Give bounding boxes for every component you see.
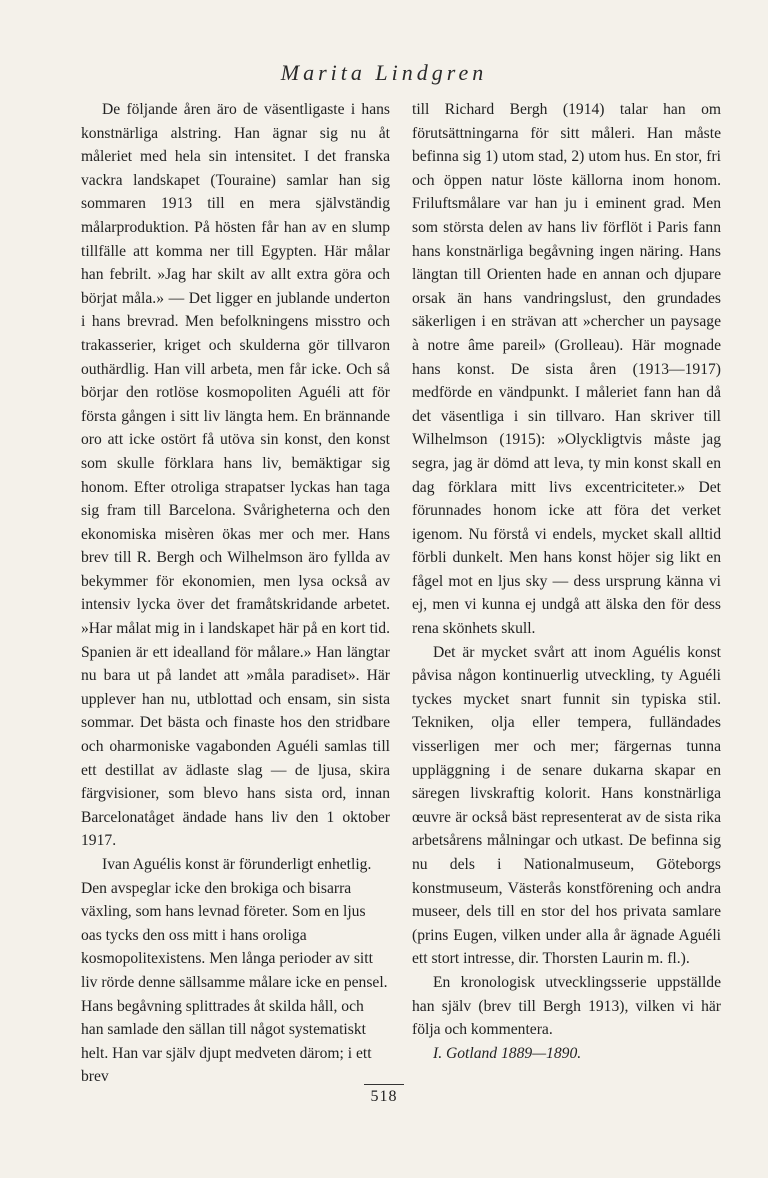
paragraph: Ivan Aguélis konst är förunderligt enhetlig. Den avspeglar icke den brokiga och bisarra växling, som hans levnad företer. Som en ljus oas tycks den oss mitt i hans oroliga kosmopolitexistens. Men långa perioder av sitt liv rörde denne sällsamme målare icke en pensel. Hans begåvning splittrades åt skilda håll, och han samlade den sällan till något systematiskt helt. Han var själv djupt medveten därom; i ett brev (81, 856, 388, 1086)
running-head: Marita Lindgren (280, 60, 488, 85)
paragraph: De följande åren äro de väsentligaste i hans konstnärliga alstring. Han ägnar sig nu åt måleriet med hela sin intensitet. I det franska vackra landskapet (Touraine) samlar han sig sommaren 1913 till en mera självständig målarproduktion. På hösten får han av en slump tillfälle att komma ner till Egypten. Här målar han febrilt. »Jag har skilt av allt extra göra och börjat måla.» — Det ligger en jublande underton i hans brevrad. Men befolkningens misstro och trakasserier, kriget och skulderna gör tillvaron outhärdlig. Han vill arbeta, men får icke. Och så börjar den rotlöse kosmopoliten Aguéli att för första gången i sitt liv längta hem. En brännande oro att icke ostört få utöva sin konst, den konst som skulle förklara hans liv, bemäktigar sig honom. Efter otroliga strapatser lyckas han taga sig fram till Barcelona. Svårigheterna och den ekonomiska misèren ökas mer och mer. Hans brev till R. Bergh och Wilhelmson äro fyllda av bekymmer för ekonomien, men lysa också av intensiv lycka över det framåtskridande arbetet. »Har målat mig in i landskapet här på en kort tid. Spanien är ett idealland för målare.» Han längtar nu bara ut på landet att »måla paradiset». Här upplever han nu, utblottad och ensam, sin sista sommar. Det bästa och finaste hos den stridbare och oharmoniske vagabonden Aguéli samlas till ett destillat av ädlaste slag — de ljusa, skira färgvisioner, som blevo hans sista ord, innan Barcelonatåget ändade hans liv den 1 oktober 1917. (81, 101, 390, 850)
paragraph: Det är mycket svårt att inom Aguélis konst påvisa någon kontinuerlig utveckling, ty Aguéli tyckes mycket snart funnit sin typiska stil. Tekniken, olja eller tempera, fulländades visserligen mer och mer; färgernas tunna uppläggning i de senare dukarna skapar en säregen livskraftig kolorit. Hans konstnärliga œuvre är också bäst representerat av de sista rika arbetsårens målningar och utkast. De befinna sig nu dels i Nationalmuseum, Göteborgs konstmuseum, Västerås konstförening och andra museer, dels till en stor del hos privata samlare (prins Eugen, vilken under alla år ägnade Aguéli ett stort intresse, dir. Thorsten Laurin m. fl.). (412, 643, 721, 968)
right-column (412, 98, 721, 1065)
left-column (81, 98, 390, 1089)
paragraph: En kronologisk utvecklingsserie uppställde han själv (brev till Bergh 1913), vilken vi här följa och kommentera. (412, 973, 721, 1039)
paragraph: till Richard Bergh (1914) talar han om förutsättningarna för sitt måleri. Han måste befinna sig 1) utom stad, 2) utom hus. En stor, fri och öppen natur löste källorna inom honom. Friluftsmålare var han ju i eminent grad. Men som största delen av hans liv förflöt i Paris fann hans konstnärliga begåvning ingen näring. Hans längtan till Orienten hade en annan och djupare orsak än hans vandringslust, den grundades säkerligen i en strävan att »chercher un paysage à notre âme pareil» (Grolleau). Här mognade hans konst. De sista åren (1913—1917) medförde en vändpunkt. I måleriet fann han då det väsentliga i sin tillvaro. Han skriver till Wilhelmson (1915): »Olyckligtvis måste jag segra, jag är dömd att leva, ty min konst skall en dag förklara mitt livs excentriciteter.» Det förunnades honom icke att föra det verket igenom. Nu förstå vi endels, mycket skall alltid förbli dunkelt. Men hans konst höjer sig likt en fågel mot en ljus sky — dess ursprung känna vi ej, men vi kunna ej undgå att älska den för dess rena skönhets skull. (412, 101, 721, 638)
section-heading: I. Gotland 1889—1890. (433, 1044, 582, 1062)
footer-rule (364, 1084, 404, 1085)
page-number: 518 (370, 1088, 398, 1105)
